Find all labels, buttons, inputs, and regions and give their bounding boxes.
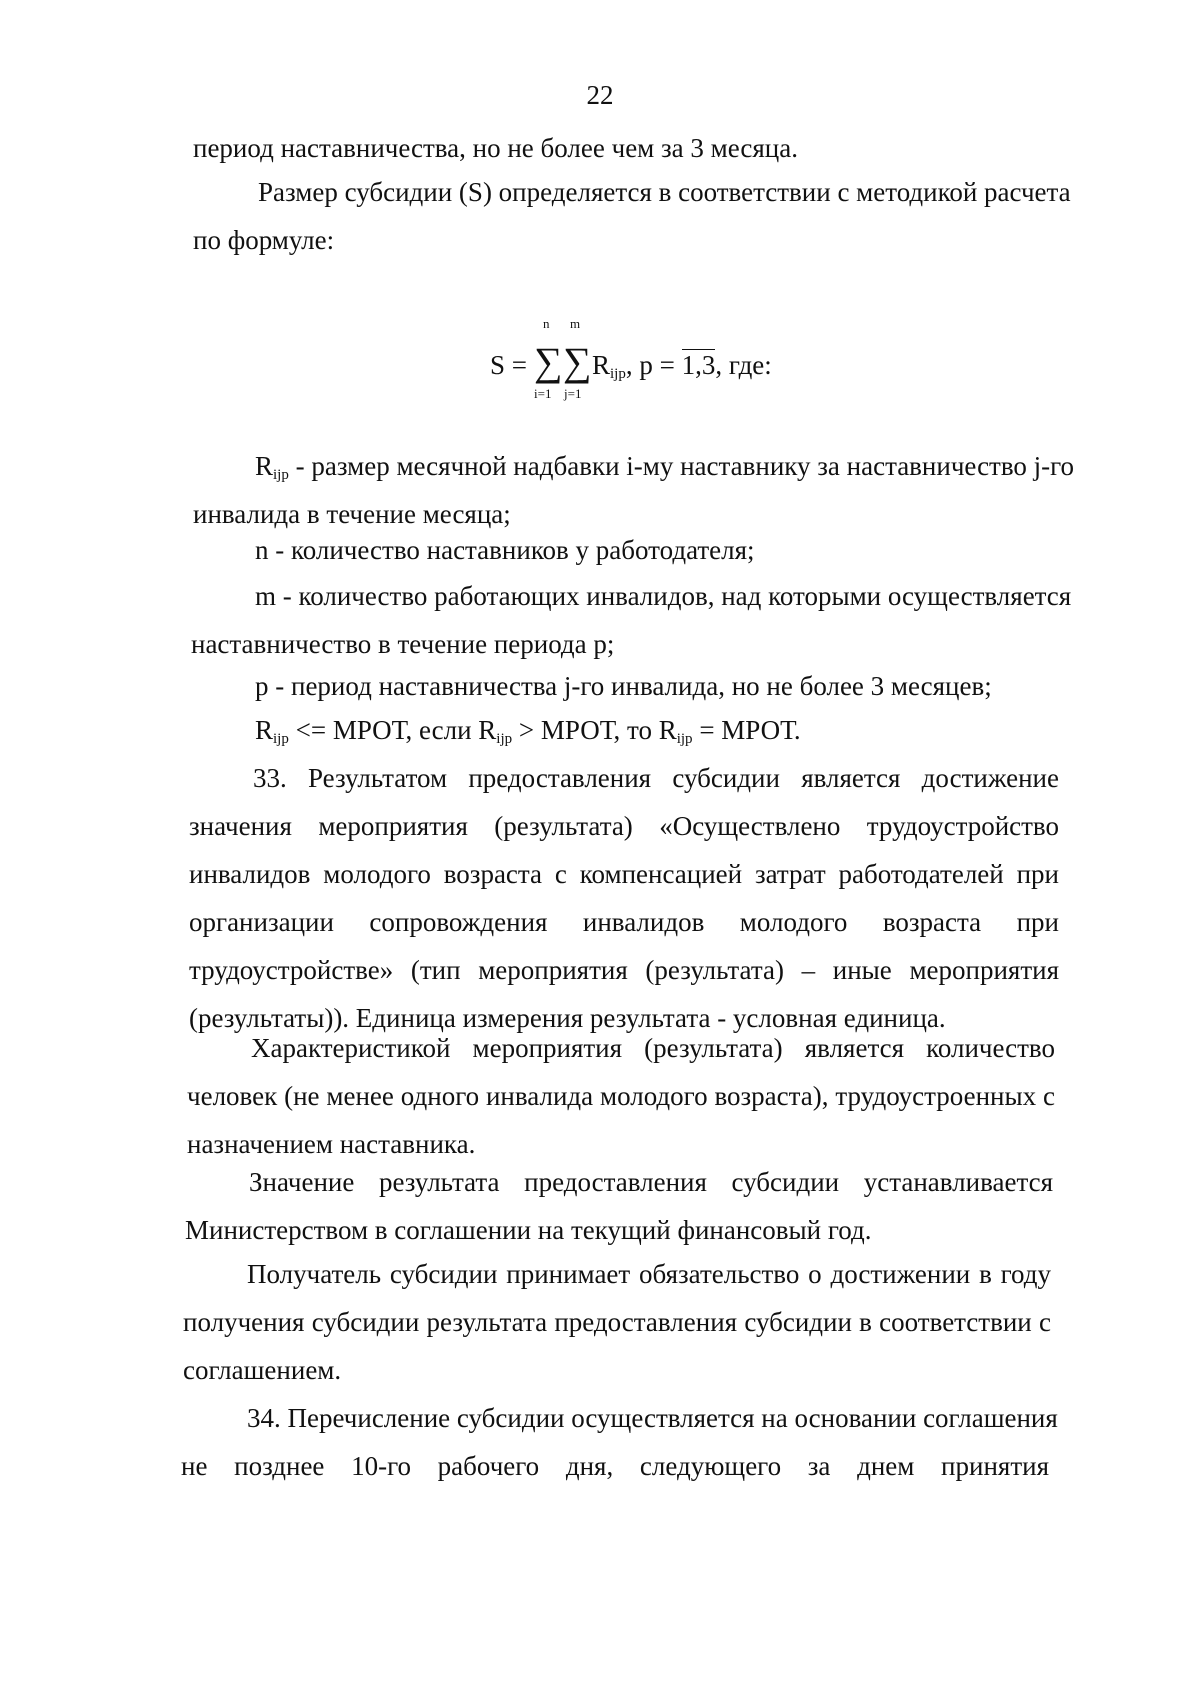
text-line: получения субсидии результата предоставления субсидии в соответствии с <box>183 1307 1051 1337</box>
text-line: Значение результата предоставления субсидии устанавливается <box>249 1167 1053 1197</box>
text-line: по формуле: <box>193 225 335 255</box>
paragraph <box>255 526 1061 574</box>
text-line: Характеристикой мероприятия (результата) является количество <box>251 1033 1055 1063</box>
text-line: наставничество в течение периода p; <box>191 629 615 659</box>
text-line: соглашением. <box>183 1355 342 1385</box>
text-line: значения мероприятия (результата) «Осуществлено трудоустройство <box>189 811 1059 841</box>
rijp-condition <box>255 706 1061 754</box>
text-line: инвалида в течение месяца; <box>193 499 511 529</box>
formula-lhs: S = <box>490 350 527 380</box>
text-line: Министерством в соглашении на текущий финансовый год. <box>185 1215 872 1245</box>
text-line: n - количество наставников у работодателя; <box>255 535 755 565</box>
paragraph <box>181 1394 1058 1490</box>
paragraph <box>193 124 1063 172</box>
page-number: 22 <box>586 80 614 110</box>
text-line: не позднее 10-го рабочего дня, следующего за днем принятия <box>181 1451 1049 1481</box>
text-line: Размер субсидии (S) определяется в соответствии с методикой расчета <box>258 177 1071 207</box>
text-line: $R_{ijp}$ <= МРОТ, если $R_{ijp}$ > МРОТ, то $R_{ijp}$ = МРОТ. <box>255 715 801 747</box>
paragraph <box>183 1250 1051 1394</box>
paragraph <box>189 754 1059 1042</box>
text-line: период наставничества, но не более чем за 3 месяца. <box>193 133 798 163</box>
sum-lower-limit: j=1 <box>564 386 582 401</box>
text-line: 34. Перечисление субсидии осуществляется на основании соглашения <box>247 1403 1058 1433</box>
sum-upper-limit: n <box>543 316 550 331</box>
sum-upper-limit: m <box>570 316 581 331</box>
text-line: назначением наставника. <box>187 1129 476 1159</box>
text-line: организации сопровождения инвалидов молодого возраста при <box>189 907 1059 937</box>
text-line: человек (не менее одного инвалида молодого возраста), трудоустроенных с <box>187 1081 1055 1111</box>
sum-lower-limit: i=1 <box>534 386 552 401</box>
text-line: Получатель субсидии принимает обязательство о достижении в году <box>247 1259 1051 1289</box>
text-line: (результаты)). Единица измерения результата - условная единица. <box>189 1003 946 1033</box>
overlined-range: 1,3 <box>681 350 716 380</box>
sum-symbol: ∑ <box>563 339 592 384</box>
paragraph <box>193 168 1071 264</box>
text-line: 33. Результатом предоставления субсидии является достижение <box>253 763 1059 793</box>
text-line: трудоустройстве» (тип мероприятия (результата) – иные мероприятия <box>189 955 1059 985</box>
sum-symbol: ∑ <box>534 339 563 384</box>
text-line: m - количество работающих инвалидов, над которыми осуществляется <box>255 581 1072 611</box>
formula-term: $R_{ijp}$, p = 1,3, где: <box>592 350 772 382</box>
paragraph <box>187 1024 1055 1168</box>
paragraph <box>191 572 1072 668</box>
text-line: $R_{ijp}$ - размер месячной надбавки i-му наставнику за наставничество j-го <box>255 451 1075 483</box>
paragraph <box>185 1158 1053 1254</box>
formula <box>490 316 840 410</box>
paragraph <box>193 442 1075 538</box>
paragraph <box>255 662 1061 710</box>
text-line: инвалидов молодого возраста с компенсацией затрат работодателей при <box>189 859 1059 889</box>
text-line: p - период наставничества j-го инвалида, но не более 3 месяцев; <box>255 671 992 701</box>
